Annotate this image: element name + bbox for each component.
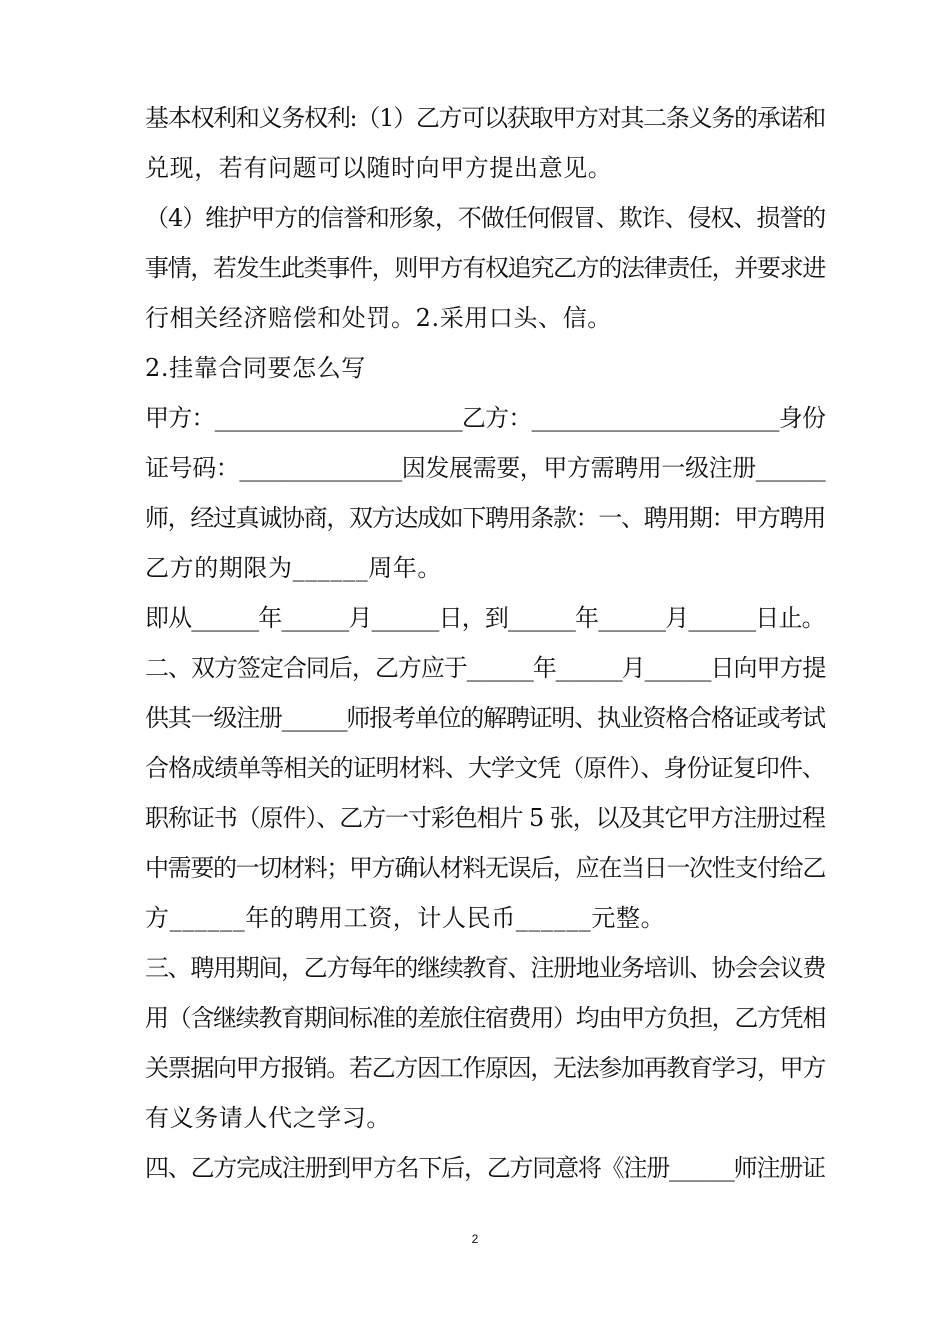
paragraph-line: 合格成绩单等相关的证明材料、大学文凭（原件）、身份证复印件、 (145, 754, 825, 782)
paragraph-line: 即从______年______月______日，到______年______月______日止。 (145, 604, 825, 632)
paragraph-line: 甲方：______________________乙方：______________________身份 (145, 404, 826, 432)
paragraph-line: 证号码：______________因发展需要，甲方需聘用一级注册______ (145, 454, 826, 482)
paragraph-line: 二、双方签定合同后，乙方应于______年______月______日向甲方提 (145, 654, 826, 682)
page-number: 2 (471, 1232, 479, 1246)
paragraph-line: 用（含继续教育期间标准的差旅住宿费用）均由甲方负担，乙方凭相 (145, 1004, 825, 1032)
paragraph-line: （4）维护甲方的信誉和形象，不做任何假冒、欺诈、侵权、损誉的 (145, 204, 826, 232)
paragraph-line: 四、乙方完成注册到甲方名下后，乙方同意将《注册______师注册证 (145, 1154, 825, 1182)
paragraph-line: 方______年的聘用工资，计人民币______元整。 (145, 904, 666, 932)
paragraph-line: 兑现，若有问题可以随时向甲方提出意见。 (145, 154, 613, 182)
paragraph-line: 供其一级注册______师报考单位的解聘证明、执业资格合格证或考试 (145, 704, 825, 732)
paragraph-line: 事情，若发生此类事件，则甲方有权追究乙方的法律责任，并要求进 (145, 254, 825, 282)
paragraph-line: 师，经过真诚协商，双方达成如下聘用条款：一、聘用期：甲方聘用 (145, 504, 825, 532)
paragraph-line: 乙方的期限为______周年。 (145, 554, 442, 582)
paragraph-line: 职称证书（原件）、乙方一寸彩色相片 5 张，以及其它甲方注册过程 (145, 804, 825, 832)
paragraph-line: 基本权利和义务权利:（1）乙方可以获取甲方对其二条义务的承诺和 (145, 104, 825, 132)
paragraph-line: 有义务请人代之学习。 (145, 1104, 391, 1132)
paragraph-line: 三、聘用期间，乙方每年的继续教育、注册地业务培训、协会会议费 (145, 954, 825, 982)
paragraph-line: 行相关经济赔偿和处罚。2.采用口头、信。 (145, 304, 612, 332)
paragraph-line: 中需要的一切材料；甲方确认材料无误后，应在当日一次性支付给乙 (145, 854, 825, 882)
section-heading: 2.挂靠合同要怎么写 (145, 354, 366, 382)
paragraph-line: 关票据向甲方报销。若乙方因工作原因，无法参加再教育学习，甲方 (145, 1054, 825, 1082)
